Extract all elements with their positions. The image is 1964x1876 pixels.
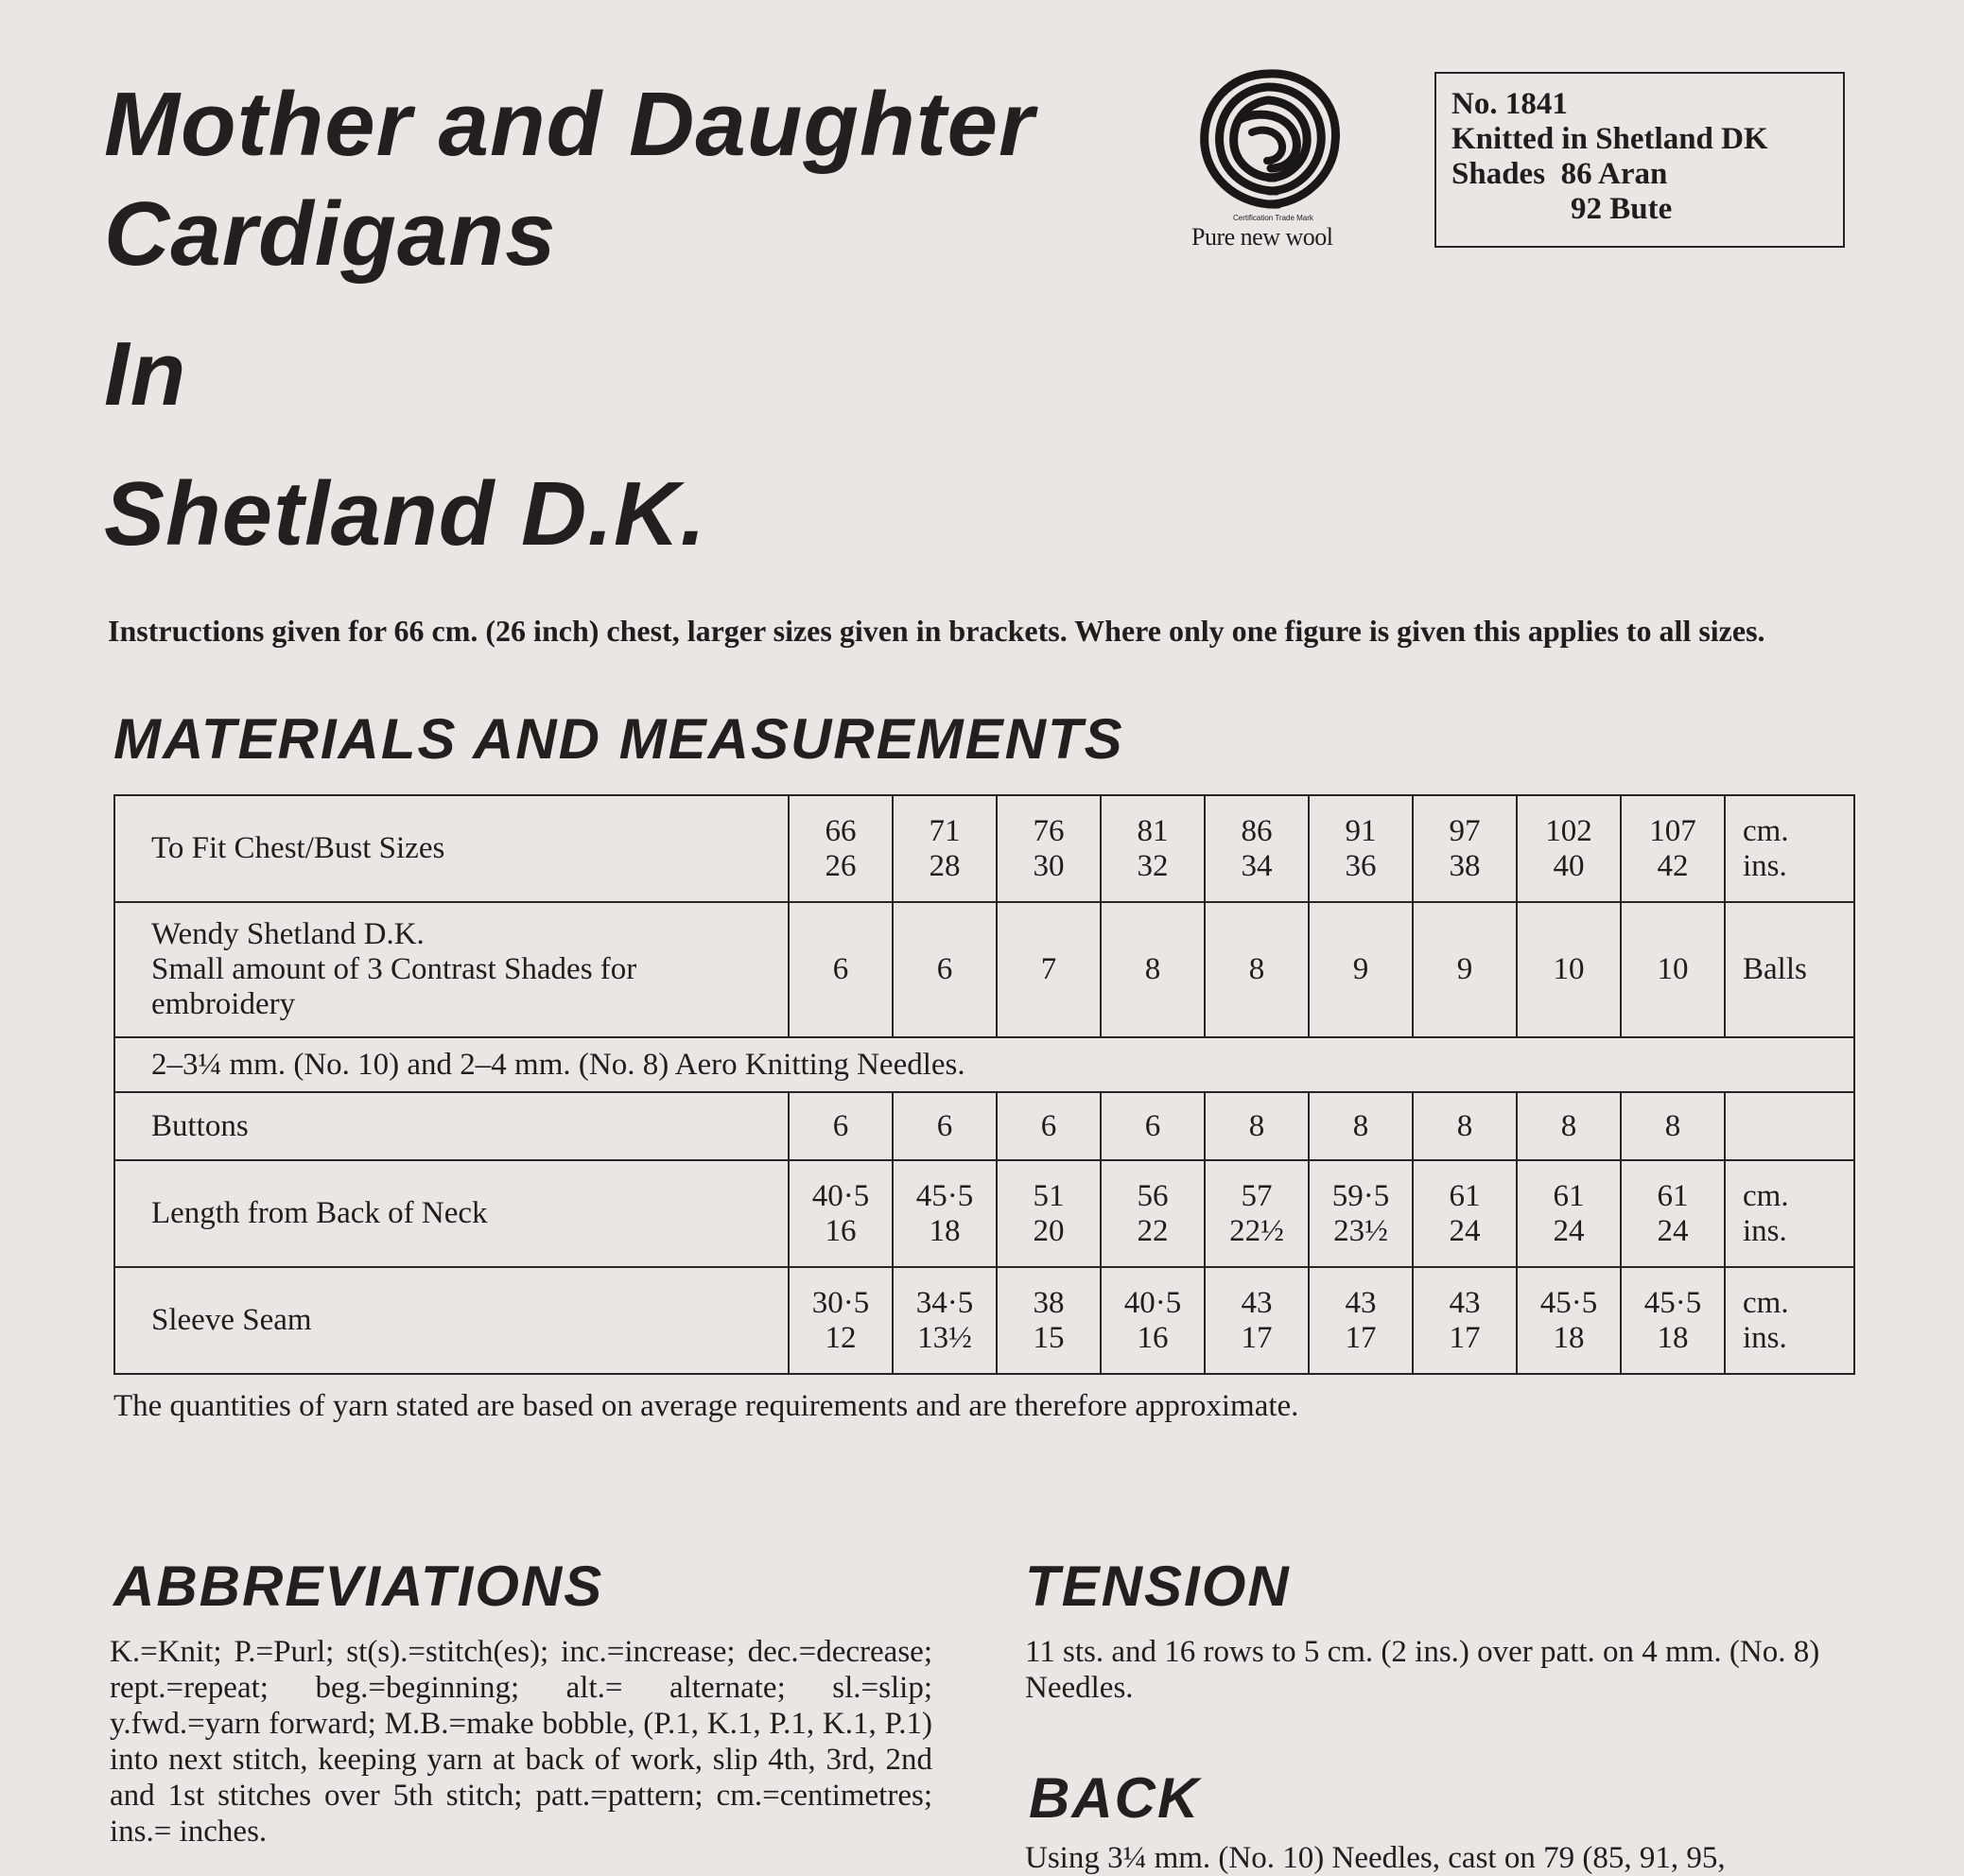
- needles-text: 2–3¼ mm. (No. 10) and 2–4 mm. (No. 8) Aero Knitting Needles.: [114, 1037, 1854, 1092]
- chest-label: To Fit Chest/Bust Sizes: [114, 795, 789, 902]
- sleeve-cm-6: 43: [1345, 1285, 1377, 1320]
- chest-cm-3: 76: [1033, 813, 1065, 848]
- title-line-4: Shetland D.K.: [104, 463, 707, 565]
- certification-text: Certification Trade Mark: [1233, 214, 1313, 222]
- yarn-value-7: 9: [1413, 902, 1517, 1037]
- chest-ins-5: 34: [1241, 848, 1273, 883]
- chest-unit-cm: cm.: [1743, 813, 1789, 848]
- chest-ins-4: 32: [1137, 848, 1169, 883]
- buttons-value-4: 6: [1101, 1092, 1205, 1160]
- sleeve-ins-9: 18: [1657, 1320, 1689, 1355]
- shade-1: 86 Aran: [1560, 157, 1668, 191]
- sleeve-ins-1: 12: [825, 1320, 857, 1355]
- back-text: Using 3¼ mm. (No. 10) Needles, cast on 79 (85, 91, 95,: [1025, 1841, 1726, 1875]
- abbreviations-heading: ABBREVIATIONS: [113, 1555, 604, 1618]
- chest-ins-7: 38: [1449, 848, 1481, 883]
- yarn-label-2: Small amount of 3 Contrast Shades for embroidery: [151, 952, 637, 1021]
- knitted-in: Knitted in Shetland DK: [1451, 122, 1768, 156]
- length-cm-2: 45·5: [915, 1178, 974, 1213]
- length-ins-1: 16: [825, 1213, 857, 1248]
- sleeve-cm-7: 43: [1449, 1285, 1481, 1320]
- chest-cm-2: 71: [929, 813, 961, 848]
- sleeve-unit-cm: cm.: [1743, 1285, 1789, 1320]
- length-cm-5: 57: [1241, 1178, 1273, 1213]
- pattern-info-box: [1434, 72, 1845, 248]
- buttons-value-8: 8: [1517, 1092, 1621, 1160]
- sleeve-unit-ins: ins.: [1743, 1320, 1787, 1355]
- sleeve-cm-2: 34·5: [915, 1285, 974, 1320]
- sleeve-ins-6: 17: [1345, 1320, 1377, 1355]
- yarn-value-5: 8: [1205, 902, 1309, 1037]
- buttons-value-1: 6: [789, 1092, 893, 1160]
- sleeve-cm-9: 45·5: [1643, 1285, 1702, 1320]
- chest-ins-6: 36: [1345, 848, 1377, 883]
- yarn-value-9: 10: [1621, 902, 1725, 1037]
- chest-ins-9: 42: [1657, 848, 1689, 883]
- measurements-table: [113, 794, 1855, 1375]
- intro-text: Instructions given for 66 cm. (26 inch) chest, larger sizes given in brackets. Where only one figure is given this applies to all sizes.: [108, 614, 1765, 648]
- sleeve-cm-1: 30·5: [811, 1285, 870, 1320]
- sleeve-cm-8: 45·5: [1539, 1285, 1598, 1320]
- yarn-value-2: 6: [893, 902, 997, 1037]
- chest-cm-4: 81: [1137, 813, 1169, 848]
- sleeve-ins-2: 13½: [917, 1320, 972, 1355]
- chest-cm-9: 107: [1649, 813, 1696, 848]
- length-unit-cm: cm.: [1743, 1178, 1789, 1213]
- chest-cm-7: 97: [1449, 813, 1481, 848]
- yarn-value-3: 7: [997, 902, 1101, 1037]
- table-row-buttons: [114, 1092, 1854, 1160]
- length-cm-1: 40·5: [811, 1178, 870, 1213]
- tension-text: 11 sts. and 16 rows to 5 cm. (2 ins.) over patt. on 4 mm. (No. 8) Needles.: [1025, 1635, 1820, 1705]
- yarn-value-6: 9: [1309, 902, 1413, 1037]
- buttons-value-6: 8: [1309, 1092, 1413, 1160]
- chest-ins-8: 40: [1553, 848, 1585, 883]
- table-row-yarn: [114, 902, 1854, 1037]
- length-cm-4: 56: [1137, 1178, 1169, 1213]
- pattern-number: No. 1841: [1451, 87, 1568, 121]
- yarn-value-1: 6: [789, 902, 893, 1037]
- length-ins-4: 22: [1137, 1213, 1169, 1248]
- sleeve-ins-5: 17: [1241, 1320, 1273, 1355]
- buttons-label: Buttons: [114, 1092, 789, 1160]
- yarn-note: The quantities of yarn stated are based on average requirements and are therefore approximate.: [113, 1389, 1299, 1423]
- length-ins-8: 24: [1553, 1213, 1585, 1248]
- length-cm-7: 61: [1449, 1178, 1481, 1213]
- shades-label: Shades: [1451, 157, 1546, 191]
- title-line-1: Mother and Daughter: [104, 74, 1035, 175]
- buttons-value-9: 8: [1621, 1092, 1725, 1160]
- sleeve-ins-3: 15: [1033, 1320, 1065, 1355]
- length-cm-9: 61: [1657, 1178, 1689, 1213]
- sleeve-label: Sleeve Seam: [114, 1267, 789, 1374]
- table-row-chest: [114, 795, 1854, 902]
- wool-mark-logo: [1184, 62, 1354, 252]
- buttons-value-2: 6: [893, 1092, 997, 1160]
- abbreviations-text: K.=Knit; P.=Purl; st(s).=stitch(es); inc.=increase; dec.=decrease; rept.=repeat; beg.=beginning; alt.= alternate; sl.=slip; y.fwd.=yarn forward; M.B.=make bobble, (P.1, K.1, P.1, K.1, P.1) into next stitch, keeping yarn at back of work, slip 4th, 3rd, 2nd and 1st stitches over 5th stitch; patt.=pattern; cm.=centimetres; ins.= inches.: [110, 1635, 932, 1849]
- chest-ins-2: 28: [929, 848, 961, 883]
- sleeve-ins-7: 17: [1449, 1320, 1481, 1355]
- yarn-label-1: Wendy Shetland D.K.: [151, 917, 425, 951]
- length-ins-2: 18: [929, 1213, 961, 1248]
- table-row-sleeve: [114, 1267, 1854, 1374]
- length-cm-3: 51: [1033, 1178, 1065, 1213]
- sleeve-ins-4: 16: [1137, 1320, 1169, 1355]
- chest-cm-1: 66: [825, 813, 857, 848]
- back-heading: BACK: [1029, 1766, 1201, 1830]
- yarn-label: [114, 902, 789, 1037]
- title-line-2: Cardigans: [104, 183, 557, 285]
- wool-mark-icon: [1184, 62, 1354, 223]
- yarn-unit: Balls: [1725, 902, 1854, 1037]
- chest-ins-3: 30: [1033, 848, 1065, 883]
- length-ins-9: 24: [1657, 1213, 1689, 1248]
- tension-heading: TENSION: [1025, 1555, 1291, 1618]
- sleeve-cm-3: 38: [1033, 1285, 1065, 1320]
- shades-line-1: [1451, 157, 1828, 192]
- buttons-value-5: 8: [1205, 1092, 1309, 1160]
- sleeve-cm-4: 40·5: [1123, 1285, 1182, 1320]
- sleeve-ins-8: 18: [1553, 1320, 1585, 1355]
- length-unit-ins: ins.: [1743, 1213, 1787, 1248]
- length-ins-7: 24: [1449, 1213, 1481, 1248]
- buttons-unit-empty: [1725, 1092, 1854, 1160]
- materials-heading: MATERIALS AND MEASUREMENTS: [113, 707, 1124, 771]
- length-label: Length from Back of Neck: [114, 1160, 789, 1267]
- chest-cm-5: 86: [1241, 813, 1273, 848]
- sleeve-cm-5: 43: [1241, 1285, 1273, 1320]
- chest-unit-ins: ins.: [1743, 848, 1787, 883]
- chest-cm-6: 91: [1345, 813, 1377, 848]
- buttons-value-3: 6: [997, 1092, 1101, 1160]
- shade-2: 92 Bute: [1571, 192, 1673, 226]
- chest-cm-8: 102: [1545, 813, 1592, 848]
- length-ins-5: 22½: [1229, 1213, 1284, 1248]
- table-row-needles: [114, 1037, 1854, 1092]
- logo-caption: Pure new wool: [1191, 223, 1333, 251]
- buttons-value-7: 8: [1413, 1092, 1517, 1160]
- length-ins-3: 20: [1033, 1213, 1065, 1248]
- yarn-value-4: 8: [1101, 902, 1205, 1037]
- length-cm-8: 61: [1553, 1178, 1585, 1213]
- yarn-value-8: 10: [1517, 902, 1621, 1037]
- table-row-length: [114, 1160, 1854, 1267]
- length-ins-6: 23½: [1333, 1213, 1388, 1248]
- chest-ins-1: 26: [825, 848, 857, 883]
- title-line-3: In: [104, 323, 187, 425]
- length-cm-6: 59·5: [1331, 1178, 1390, 1213]
